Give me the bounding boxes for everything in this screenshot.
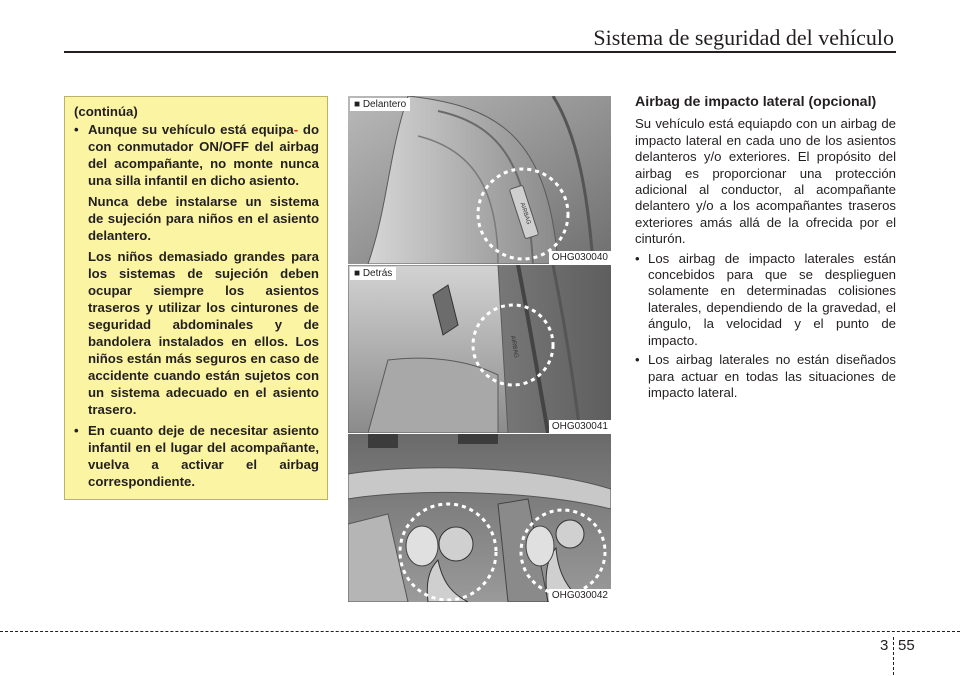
warning-bullet-2 — [74, 422, 319, 490]
chapter-number: 3 — [880, 637, 889, 654]
header-rule — [64, 51, 896, 53]
figure-front-seat — [348, 96, 611, 264]
figure-code: OHG030040 — [549, 251, 611, 264]
figure-label-front: ■ Delantero — [350, 98, 410, 111]
figure-cabin-airbags — [348, 434, 611, 602]
warning-box — [64, 96, 328, 500]
bullet-dot: • — [635, 250, 640, 266]
running-header: Sistema de seguridad del vehículo — [593, 25, 894, 50]
side-airbag-section — [635, 94, 896, 401]
bullet-dot: • — [635, 352, 640, 368]
warning-bullet-2-text: En cuanto deje de necesitar asiento infantil en el lugar del acompañante, vuelva a activar el airbag correspondiente. — [88, 423, 319, 489]
seat-airbag-tag: AIRBAG — [509, 335, 519, 359]
section-bullet-2 — [635, 352, 896, 401]
figure-code: OHG030041 — [549, 420, 611, 433]
warning-hyphen: - — [293, 122, 299, 137]
warning-bullet-1-text — [88, 121, 319, 189]
section-heading: Airbag de impacto lateral (opcional) — [635, 94, 877, 110]
warning-bullet-1 — [74, 121, 319, 189]
warning-continued-label: (continúa) — [74, 104, 138, 119]
warning-bullet-1-rest: do con conmutador ON/OFF del airbag del acompañante, no monte nunca una silla infantil en dicho asiento. — [88, 122, 320, 188]
warning-paragraph-2: Nunca debe instalarse un sistema de sujeción para niños en el asiento delantero. — [88, 194, 319, 243]
figure-rear-seat — [348, 265, 611, 433]
section-bullet-1-text: Los airbag de impacto laterales están concebidos para que se desplieguen solamente en determinadas colisiones laterales, dependiendo de la gravedad, el ángulo, la velocidad y el punto de impacto. — [648, 250, 896, 348]
footer-separator — [893, 637, 895, 675]
bullet-dot: • — [74, 122, 79, 137]
bullet-dot: • — [74, 423, 79, 438]
section-bullet-2-text: Los airbag laterales no están diseñados para actuar en todas las situaciones de impacto lateral. — [648, 352, 896, 400]
front-seat-illustration — [348, 96, 611, 264]
cabin-illustration — [348, 434, 611, 602]
seat-airbag-tag: AIRBAG — [518, 201, 532, 226]
page-number: 55 — [898, 637, 915, 654]
rear-seat-illustration — [348, 265, 611, 433]
figure-code: OHG030042 — [549, 589, 611, 602]
section-intro: Su vehículo está equiapdo con un airbag de impacto lateral en cada uno de los asientos delanteros y/o exteriores. El propósito del airbag es proporcionar una protección adicional al conductor, al acompañante delantero y/o a los acompañantes traseros exteriores amás allá de la ofrecida por el cinturón. — [635, 116, 896, 247]
section-bullet-1 — [635, 251, 896, 349]
figure-label-rear: ■ Detrás — [350, 267, 396, 280]
warning-bullet-1-line: Aunque su vehículo está equipa — [88, 122, 294, 137]
footer-rule — [0, 631, 960, 632]
warning-paragraph-3: Los niños demasiado grandes para los sistemas de sujeción deben ocupar siempre los asientos traseros y utilizar los cinturones de seguridad abdominales y de bandolera instalados en ellos. Los niños están más seguros en caso de accidente cuando están sujetos con un sistema adecuado en el asiento trasero. — [88, 249, 319, 417]
